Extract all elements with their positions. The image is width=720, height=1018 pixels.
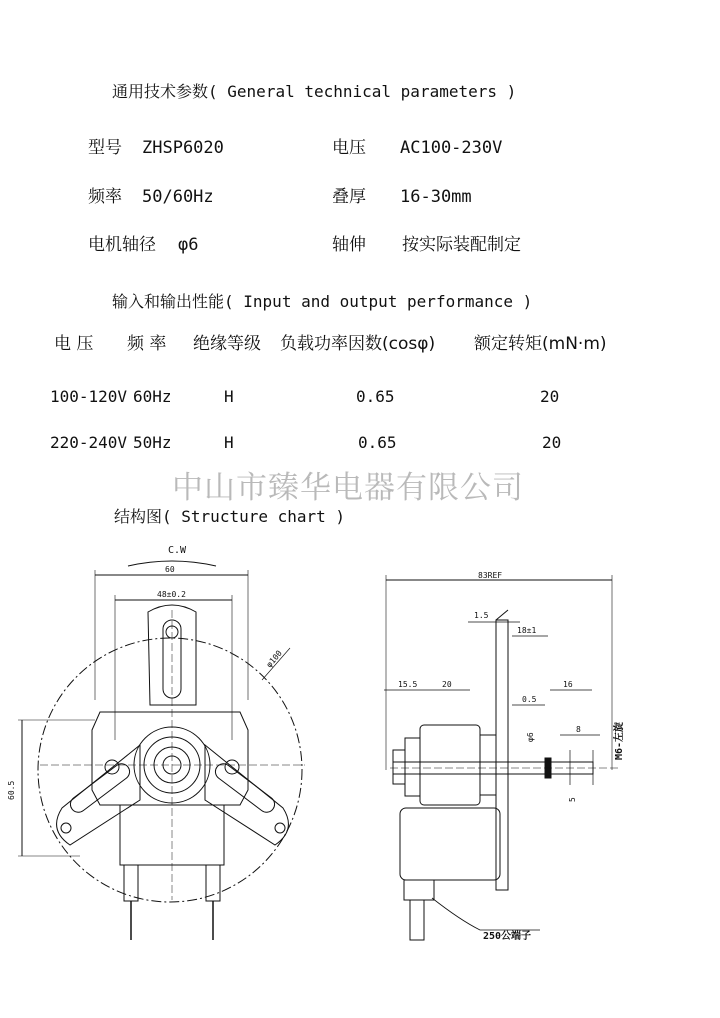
row2-torque: 20 — [542, 433, 562, 452]
row1-torque: 20 — [540, 387, 560, 406]
side-view — [384, 575, 620, 940]
io-heading-en: ( Input and output performance ) — [224, 292, 533, 311]
io-header-frequency: 频 率 — [127, 334, 167, 354]
dim-cw: C.W — [168, 545, 187, 556]
freq-value: 50/60Hz — [142, 187, 214, 207]
dim-5: 5 — [568, 797, 577, 802]
dim-16: 16 — [563, 680, 573, 689]
dim-phi6: φ6 — [526, 732, 535, 742]
row2-voltage: 220-240V — [50, 433, 128, 452]
freq-label: 频率 — [88, 187, 122, 207]
shaft-value: φ6 — [178, 235, 199, 255]
row1-voltage: 100-120V — [50, 387, 128, 406]
stack-label: 叠厚 — [332, 187, 366, 207]
voltage-value: AC100-230V — [400, 138, 503, 158]
dim-83ref: 83REF — [478, 571, 503, 580]
io-header-power-factor: 负载功率因数(cosφ) — [280, 334, 436, 354]
stack-value: 16-30mm — [400, 187, 472, 207]
row2-power-factor: 0.65 — [358, 433, 397, 452]
dim-18: 18±1 — [517, 626, 537, 635]
row1-insulation: H — [224, 387, 234, 406]
row2-insulation: H — [224, 433, 234, 452]
dim-8: 8 — [576, 725, 581, 734]
dim-1-5: 1.5 — [474, 611, 489, 620]
dim-phi100: φ100 — [264, 648, 284, 670]
ext-label: 轴伸 — [332, 235, 366, 255]
shaft-label: 电机轴径 — [88, 235, 156, 255]
io-heading-cn: 输入和输出性能 — [112, 292, 225, 311]
general-heading-cn: 通用技术参数 — [112, 82, 209, 101]
row1-power-factor: 0.65 — [356, 387, 395, 406]
model-value: ZHSP6020 — [142, 138, 224, 158]
company-watermark: 中山市臻华电器有限公司 — [172, 470, 524, 506]
terminal-label: 250公端子 — [483, 931, 532, 942]
dim-60: 60 — [165, 565, 175, 574]
dim-20: 20 — [442, 680, 452, 689]
dim-m6: M6-左旋 — [614, 721, 625, 760]
general-heading-en: ( General technical parameters ) — [208, 82, 517, 101]
dim-15-5: 15.5 — [398, 680, 418, 689]
row1-frequency: 60Hz — [133, 387, 172, 406]
model-label: 型号 — [88, 138, 122, 158]
dim-60-5: 60.5 — [7, 780, 16, 800]
row2-frequency: 50Hz — [133, 433, 172, 452]
front-view — [18, 561, 305, 940]
ext-value: 按实际装配制定 — [402, 235, 521, 255]
io-header-torque: 额定转矩(mN·m) — [474, 334, 607, 354]
dim-48: 48±0.2 — [157, 590, 186, 599]
voltage-label: 电压 — [332, 138, 366, 158]
structure-heading-cn: 结构图 — [114, 507, 163, 526]
io-header-voltage: 电 压 — [54, 334, 94, 354]
dim-0-5: 0.5 — [522, 695, 537, 704]
io-header-insulation: 绝缘等级 — [193, 334, 261, 354]
structure-heading-en: ( Structure chart ) — [162, 507, 346, 526]
